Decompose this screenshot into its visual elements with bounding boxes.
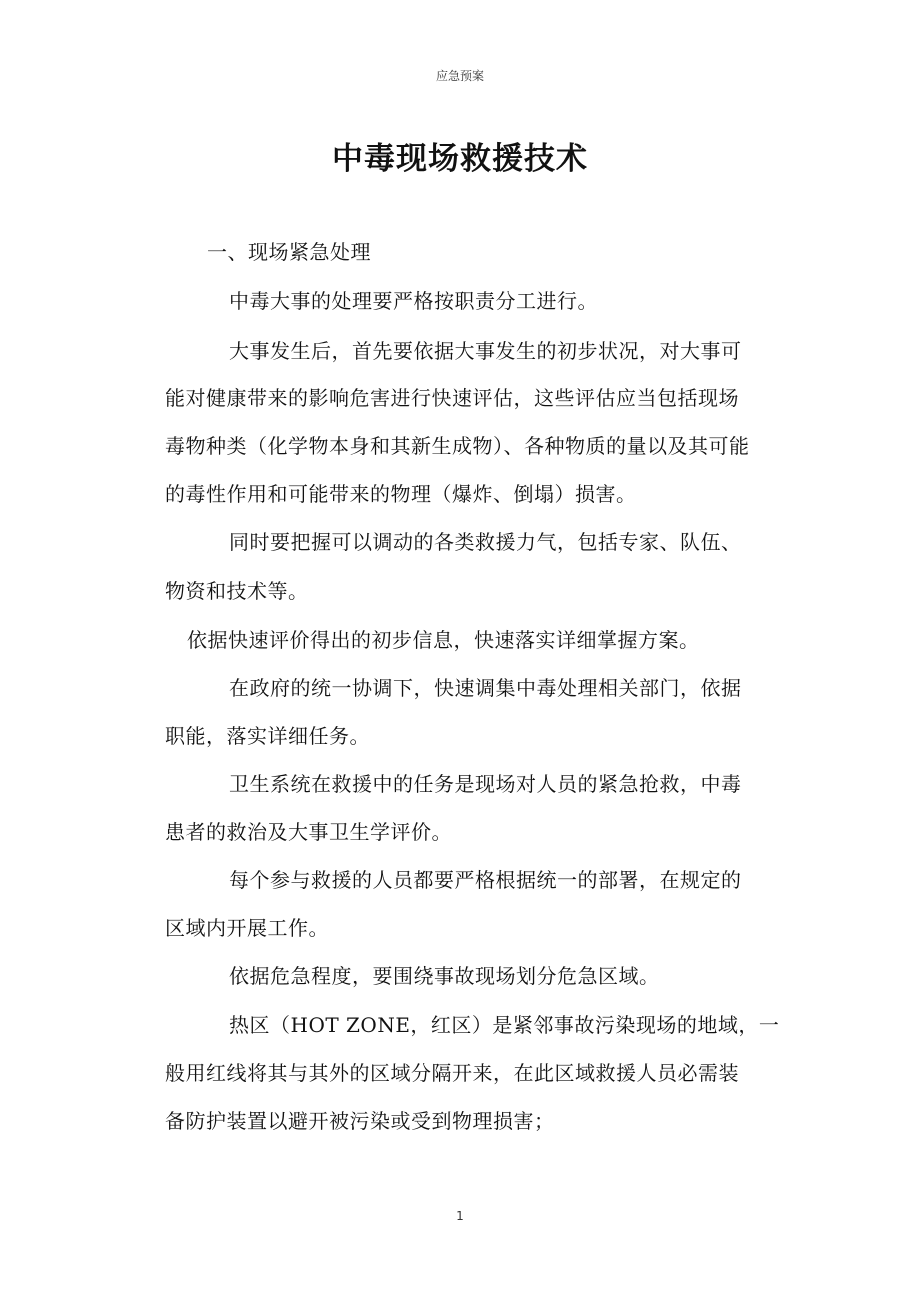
paragraph-line: 般用红线将其与其外的区域分隔开来，在此区域救援人员必需装 xyxy=(165,1061,739,1085)
document-title: 中毒现场救援技术 xyxy=(332,141,588,177)
paragraph-line: 患者的救治及大事卫生学评价。 xyxy=(165,820,452,844)
paragraph-line: 物资和技术等。 xyxy=(165,579,309,603)
paragraph-line: 在政府的统一协调下，快速调集中毒处理相关部门，依据 xyxy=(229,676,742,700)
paragraph-line: 毒物种类（化学物本身和其新生成物）、各种物质的量以及其可能 xyxy=(165,434,750,458)
paragraph-line: 职能，落实详细任务。 xyxy=(165,724,370,748)
paragraph-line: 能对健康带来的影响危害进行快速评估，这些评估应当包括现场 xyxy=(165,386,739,410)
page-number: 1 xyxy=(456,1209,464,1223)
paragraph-line: 卫生系统在救援中的任务是现场对人员的紧急抢救，中毒 xyxy=(229,772,742,796)
paragraph-line: 区域内开展工作。 xyxy=(165,916,329,940)
paragraph-line: 依据危急程度，要围绕事故现场划分危急区域。 xyxy=(229,964,660,988)
paragraph-line: 大事发生后，首先要依据大事发生的初步状况，对大事可 xyxy=(229,339,742,363)
paragraph-line: 同时要把握可以调动的各类救援力气，包括专家、队伍、 xyxy=(229,530,742,554)
paragraph-line: 每个参与救援的人员都要严格根据统一的部署，在规定的 xyxy=(229,868,742,892)
paragraph-line: 备防护装置以避开被污染或受到物理损害； xyxy=(165,1109,555,1133)
paragraph-line: 热区（HOT ZONE，红区）是紧邻事故污染现场的地域，一 xyxy=(229,1013,780,1037)
paragraph-line: 中毒大事的处理要严格按职责分工进行。 xyxy=(229,289,598,313)
section-heading: 一、现场紧急处理 xyxy=(207,240,371,264)
page-header: 应急预案 xyxy=(435,69,484,83)
paragraph-line: 的毒性作用和可能带来的物理（爆炸、倒塌）损害。 xyxy=(165,482,637,506)
paragraph-line: 依据快速评价得出的初步信息，快速落实详细掌握方案。 xyxy=(187,628,700,652)
